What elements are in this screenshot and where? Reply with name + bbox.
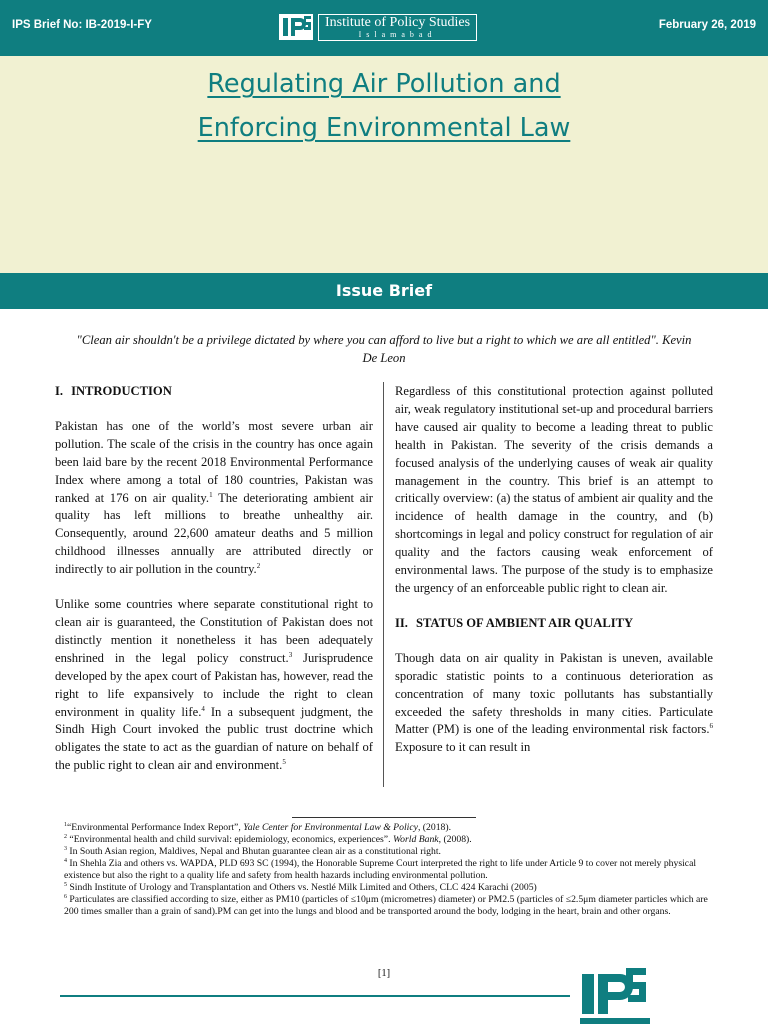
logo-text: [318, 14, 477, 41]
footnote-ref: 3: [288, 650, 293, 659]
header-bar: [0, 0, 768, 56]
quote-author: Kevin De Leon: [362, 333, 692, 365]
section-heading-introduction: I. INTRODUCTION: [55, 384, 172, 398]
footnote-5: $^5$ Sindh Institute of Urology and Transplantation and Others vs. Nestlé Milk Limited and Others, CLC 424 Karachi (2005): [64, 881, 537, 893]
footnote-rule: [292, 817, 476, 818]
footnote-6: $^6$ Particulates are classified according to size, either as PM10 (particles of ≤10μm (micrometres) diameter) or PM2.5 (particles of ≤2.5μm diameter particles which are 200 times smaller than a grain of sand).PM can get into the lungs and blood and be transported around the body, lodging in the heart, brain and other organs.: [64, 893, 708, 917]
brief-date: February 26, 2019: [658, 19, 756, 31]
footnote-ref: 1: [209, 490, 213, 499]
intro-paragraph-3: Regardless of this constitutional protection against polluted air, weak regulatory institutional set-up and procedural barriers have caused air quality to become a leading threat to public health in Pakistan. The severity of the crisis demands a focused analysis of the underlying causes of weak air quality management in the country. This brief is an attempt to critically overview: (a) the status of ambient air quality and the incidence of health damage in the country, and (b) shortcomings in legal and policy construct for regulation of air quality and the factors causing weak enforcement of environmental laws. The purpose of the study is to emphasize the urgency of an enforceable public right to clean air.: [395, 384, 713, 595]
ips-logo-icon: [278, 10, 314, 44]
section-heading-air-quality: II. STATUS OF AMBIENT AIR QUALITY: [395, 615, 634, 630]
footnote-ref: 5: [282, 758, 286, 767]
page-number: [1]: [377, 968, 391, 979]
ips-footer-logo-icon: [580, 964, 650, 1028]
intro-paragraph-2: Unlike some countries where separate constitutional right to clean air is guaranteed, the Constitution of Pakistan does not distinctly mention it nonetheless it has been adequately enshrined in the legal policy construct.$^3$ Jurisprudence developed by the apex court of Pakistan has, however, read the right to life expansively to include the right to clean environment in quality life.$^4$ In a subsequent judgment, the Sindh High Court invoked the public trust doctrine which obligates the state to act as the guardian of nature on behalf of the public right to clean air and environment.$^5$: [55, 597, 373, 773]
footnote-2: $^2$ “Environmental health and child survival: epidemiology, economics, experiences”. World Bank, (2008).: [64, 833, 472, 845]
epigraph-quote: [72, 331, 696, 367]
footnotes: [64, 822, 714, 918]
brief-number: IPS Brief No: IB-2019-I-FY: [12, 19, 152, 31]
document-title: [0, 62, 768, 150]
footer-rule: [60, 995, 570, 997]
title-line-2: Enforcing Environmental Law: [197, 113, 571, 143]
issue-brief-banner: Issue Brief: [0, 273, 768, 309]
footnote-ref: 2: [256, 561, 261, 570]
intro-paragraph-1: Pakistan has one of the world’s most severe urban air pollution. The scale of the crisis in the country has once again been laid bare by the recent 2018 Environmental Performance Index where among a total of 180 countries, Pakistan was ranked at 176 on air quality.$^1$ The deteriorating ambient air quality has left millions to breathe unhealthy air. Consequently, around 22,600 amateur deaths and 5 million childhood illnesses annually are attributed directly or indirectly to air pollution in the country.$^2$: [55, 418, 374, 577]
footnote-4: $^4$ In Shehla Zia and others vs. WAPDA, PLD 693 SC (1994), the Honorable Supreme Court interpreted the right to life under Article 9 to cover not merely physical existence but also the right to a quality life and safety from health hazards including environmental pollution.: [64, 857, 697, 881]
right-column: [395, 383, 713, 774]
logo-name: Institute of Policy Studies: [325, 14, 471, 30]
footnote-3: $^3$ In South Asian region, Maldives, Nepal and Bhutan guarantee clean air as a constitutional right.: [64, 845, 441, 857]
ips-logo: [278, 10, 477, 44]
column-divider: [383, 382, 384, 787]
air-quality-paragraph-1: Though data on air quality in Pakistan is uneven, available sporadic statistic points to a continuous deterioration as concentration of many toxic pollutants has substantially exceeded the safety thresholds in many cities. Particulate Matter (PM) is one of the leading environmental risk factors.$^6$ Exposure to it can result in: [395, 650, 713, 755]
footnote-1: $^1$“Environmental Performance Index Report”, Yale Center for Environmental Law & Policy, (2018).: [64, 821, 452, 833]
quote-text: "Clean air shouldn't be a privilege dictated by where you can afford to live but a right to which we are all entitled".: [76, 333, 659, 347]
footnote-ref: 4: [201, 704, 205, 713]
logo-city: Islamabad: [358, 29, 437, 39]
left-column: [55, 383, 373, 792]
footnote-ref: 6: [709, 722, 713, 731]
title-line-1: Regulating Air Pollution and: [207, 69, 561, 99]
